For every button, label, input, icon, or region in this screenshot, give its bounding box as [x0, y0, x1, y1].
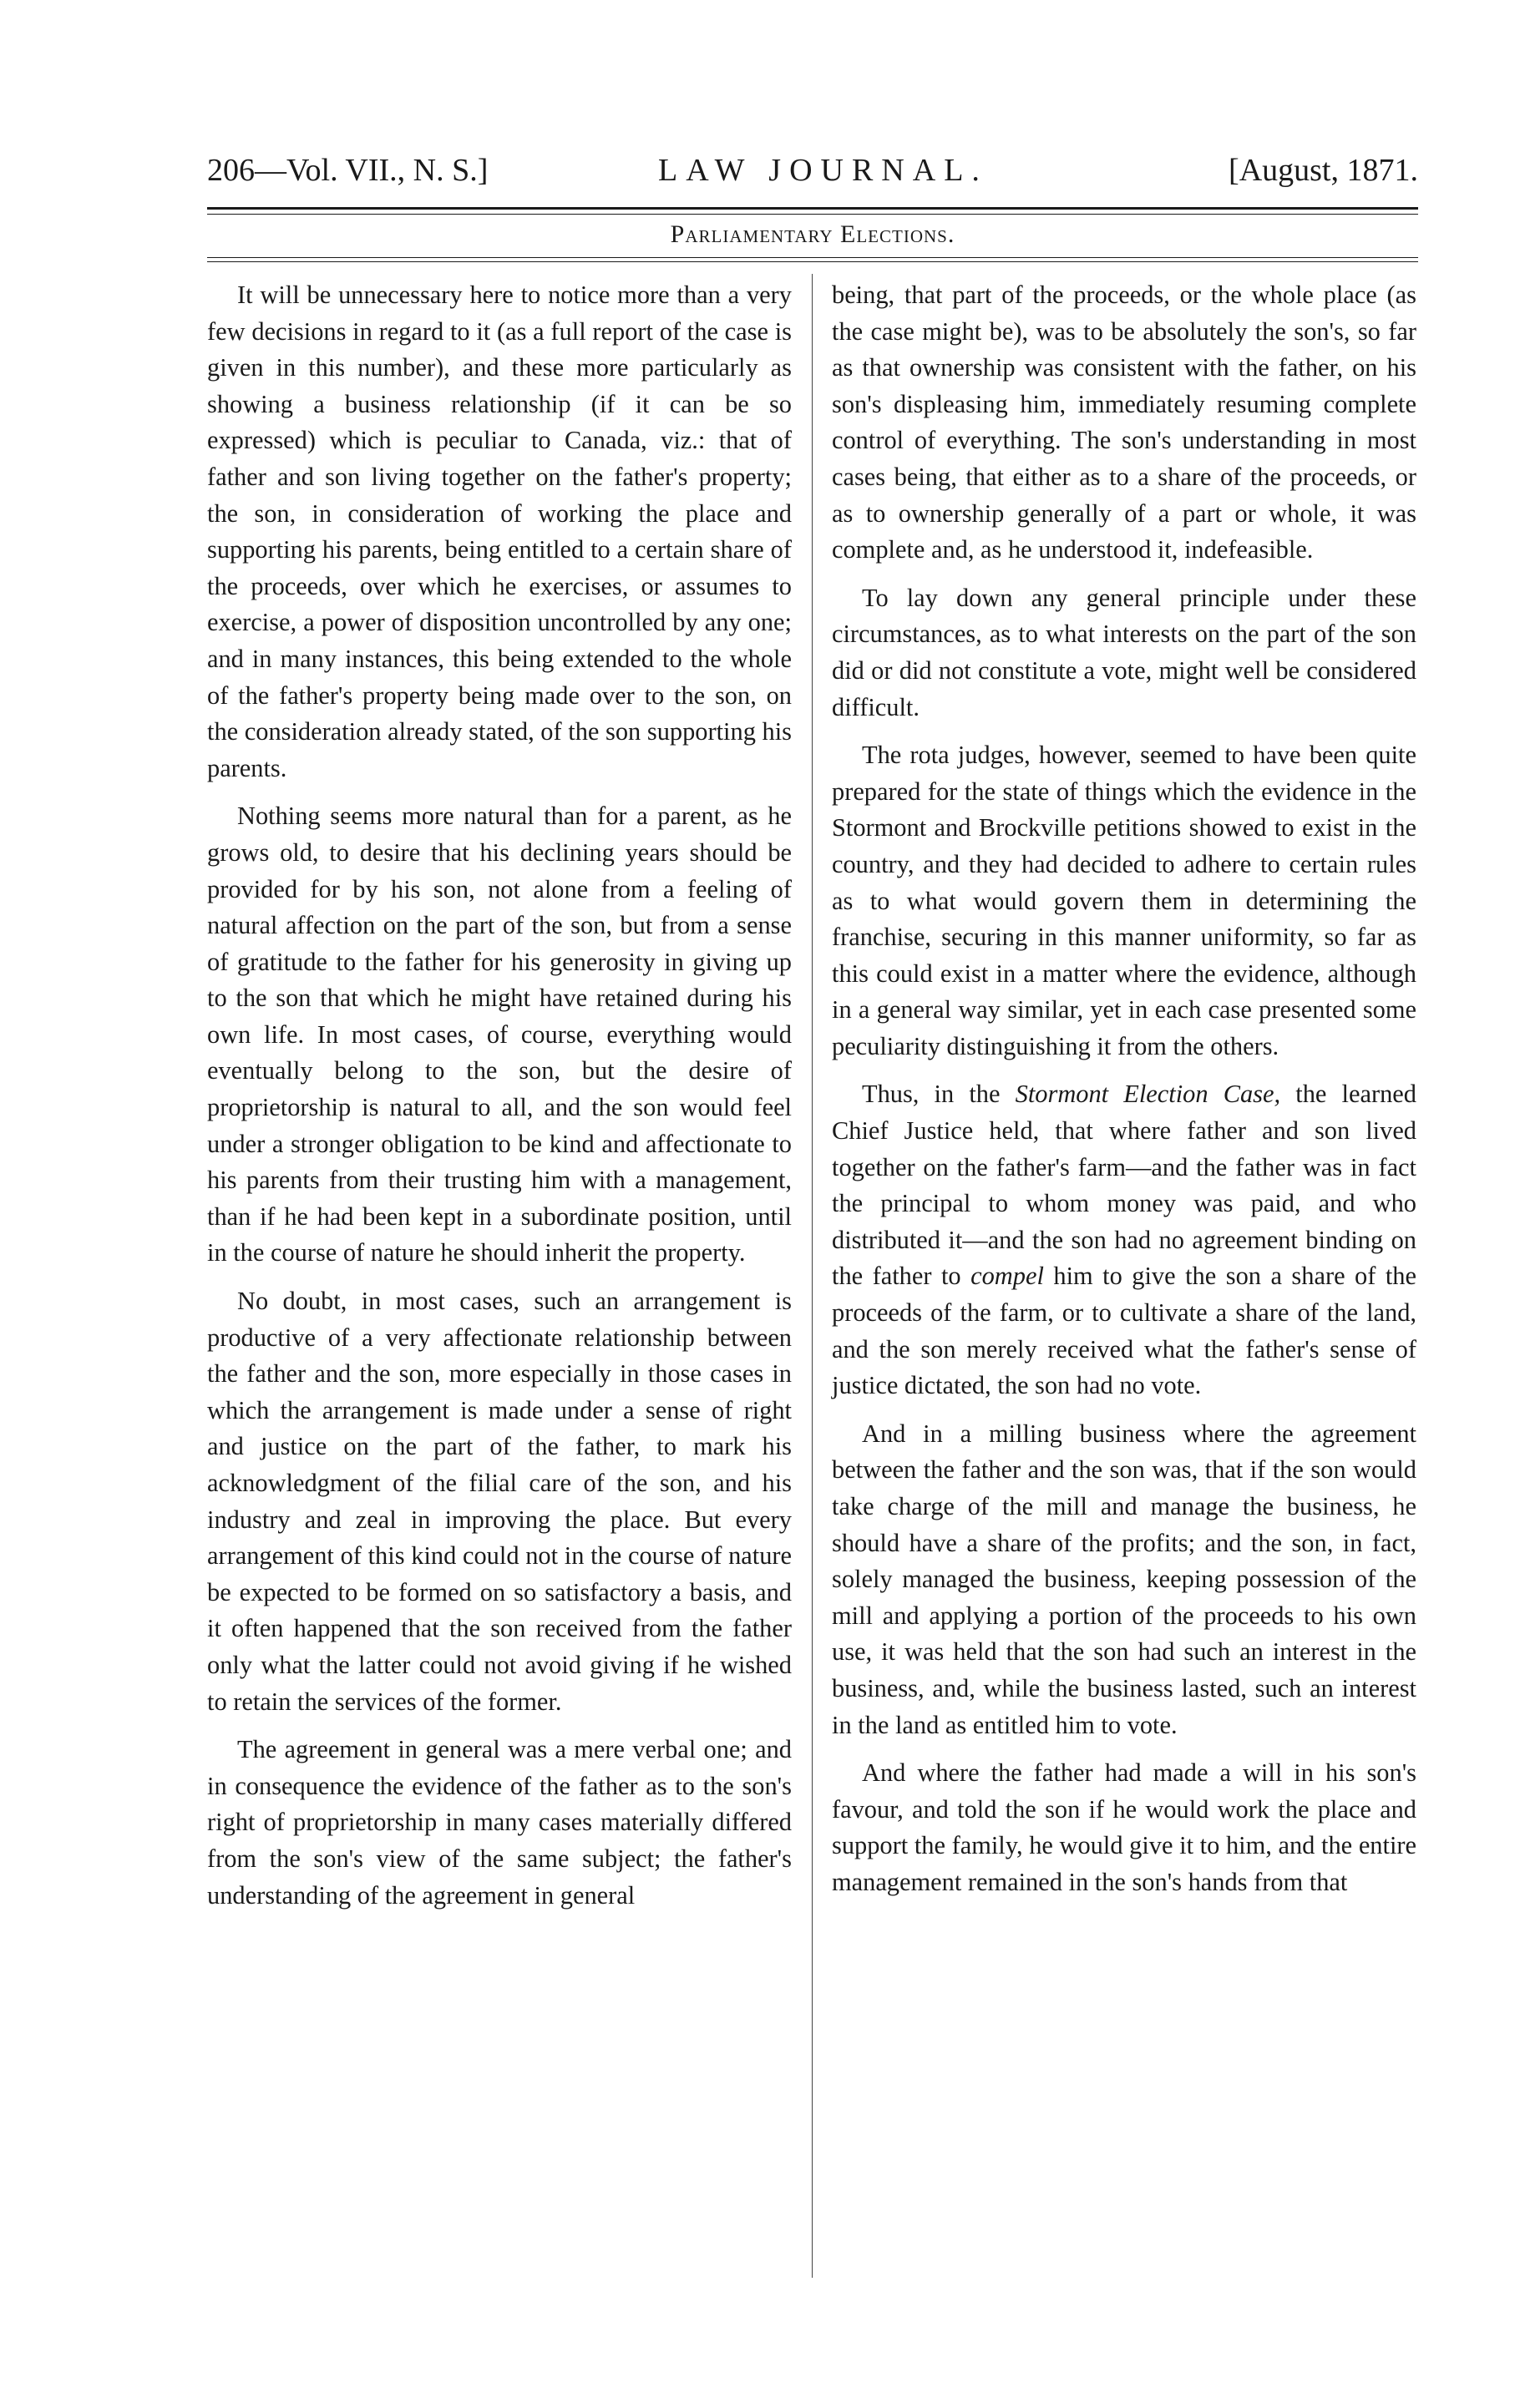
header-rule-thick	[207, 207, 1418, 210]
journal-title: LAW JOURNAL.	[658, 153, 988, 188]
section-rule-bottom	[207, 261, 1418, 262]
right-column	[832, 277, 1416, 1913]
text-run: Thus, in the	[862, 1080, 1001, 1109]
paragraph: Nothing seems more natural than for a parent, as he grows old, to desire that his declining years should be provided for by his son, not alone from a feeling of natural affection on the part of the son, but from a sense of gratitude to the father for his generosity in giving up to the son that which he might have retained during his own life. In most cases, of course, everything would eventually belong to the son, but the desire of proprietorship is natural to all, and the son would feel under a stronger obligation to be kind and affectionate to his parents from their trusting him with a management, than if he had been kept in a subordinate position, until in the course of nature he should inherit the property.	[207, 802, 792, 1267]
paragraph: To lay down any general principle under these circumstances, as to what interests on the part of the son did or did not constitute a vote, might well be considered difficult.	[832, 583, 1416, 721]
text-run: him to give the son a share of the proceeds of the farm, or to cultivate a share of the land, and the son merely received what the father's sense of justice dictated, the son had no vote.	[832, 1262, 1416, 1400]
paragraph: The agreement in general was a mere verbal one; and in consequence the evidence of the father as to the son's right of proprietorship in many cases materially differed from the son's view of the same subject; the father's understanding of the agreement in general	[207, 1735, 792, 1910]
paragraph: It will be unnecessary here to notice more than a very few decisions in regard to it (as a full report of the case is given in this number), and these more particularly as showing a business relationship (if it can be so expressed) which is peculiar to Canada, viz.: that of father and son living together on the father's property; the son, in consideration of working the place and supporting his parents, being entitled to a certain share of the proceeds, over which he exercises, or assumes to exercise, a power of disposition uncontrolled by any one; and in many instances, this being extended to the whole of the father's property being made over to the son, on the consideration already stated, of the son supporting his parents.	[207, 281, 792, 782]
paragraph: And where the father had made a will in his son's favour, and told the son if he would work the place and support the family, he would give it to him, and the entire management remained in the son's hands from that	[832, 1758, 1416, 1896]
paragraph: being, that part of the proceeds, or the whole place (as the case might be), was to be absolutely the son's, so far as that ownership was consistent with the father, on his son's displeasing him, immediately resuming complete control of everything. The son's understanding in most cases being, that either as to a share of the proceeds, or as to ownership generally of a part or whole, it was complete and, as he understood it, indefeasible.	[832, 281, 1416, 564]
paragraph: And in a milling business where the agreement between the father and the son was, that if the son would take charge of the mill and manage the business, he should have a share of the profits; and the son, in fact, solely managed the business, keeping possession of the mill and applying a portion of the proceeds to his own use, it was held that the son had such an interest in the business, and, while the business lasted, such an interest in the land as entitled him to vote.	[832, 1419, 1416, 1739]
header-rule-thin	[207, 214, 1418, 215]
running-head	[207, 152, 1418, 202]
paragraph: No doubt, in most cases, such an arrangement is productive of a very affectionate relationship between the father and the son, more especially in those cases in which the arrangement is made under a sense of right and justice on the part of the father, to mark his acknowledgment of the filial care of the son, and his industry and zeal in improving the place. But every arrangement of this kind could not in the course of nature be expected to be formed on so satisfactory a basis, and it often happened that the son received from the father only what the latter could not avoid giving if he wished to retain the services of the former.	[207, 1287, 792, 1716]
text-run: the learned Chief Justice held, that where father and son lived together on the father's farm—and the father was in fact the principal to whom money was paid, and who distributed it—and the son had no agreement binding on the father to	[832, 1080, 1416, 1291]
paragraph-stormont	[832, 1076, 1416, 1404]
case-name: Stormont Election Case,	[1015, 1080, 1281, 1109]
issue-date: [August, 1871.	[1229, 153, 1418, 188]
section-title: Parliamentary Elections.	[670, 220, 955, 248]
emphasis: compel	[970, 1262, 1044, 1291]
volume-number: 206—Vol. VII., N. S.]	[207, 153, 489, 188]
left-column	[207, 277, 792, 1925]
paragraph: The rota judges, however, seemed to have been quite prepared for the state of things which the evidence in the Stormont and Brockville petitions showed to exist in the country, and they had decided to adhere to certain rules as to what would govern them in determining the franchise, securing in this manner uniformity, so far as this could exist in a matter where the evidence, although in a general way similar, yet in each case presented some peculiarity distinguishing it from the others.	[832, 741, 1416, 1060]
section-rule-top	[207, 257, 1418, 258]
column-divider	[812, 274, 813, 2278]
